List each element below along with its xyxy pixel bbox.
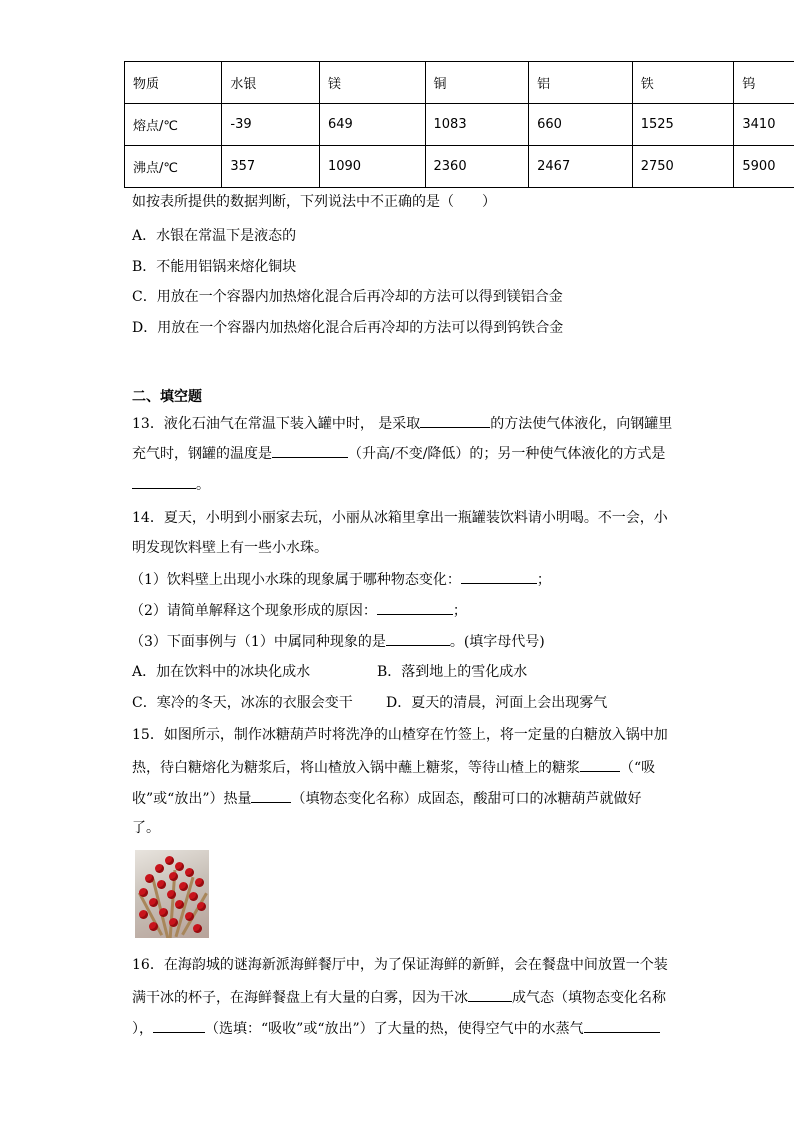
q14-option-c: C．寒冷的冬天，冰冻的衣服会变干 [132, 695, 353, 711]
q13-text: 充气时，钢罐的温度是 [132, 446, 272, 462]
q15-text: （填物态变化名称）成固态，酸甜可口的冰糖葫芦就做好 [291, 791, 642, 807]
q14-text: （3）下面事例与（1）中属同种现象的是 [130, 634, 386, 650]
answer-blank[interactable] [461, 569, 537, 584]
table-cell: 铜 [425, 62, 529, 104]
q15-line-1: 15．如图所示，制作冰糖葫芦时将洗净的山楂穿在竹签上，将一定量的白糖放入锅中加 [132, 727, 668, 743]
table-cell: -39 [222, 104, 320, 146]
q16-text: 成气态（填物态变化名称 [512, 990, 666, 1006]
q14-option-a: A．加在饮料中的冰块化成水 [132, 664, 311, 680]
table-cell: 5900 [734, 146, 794, 188]
answer-blank[interactable] [386, 631, 450, 646]
q12-stem: 如按表所提供的数据判断，下列说法中不正确的是（ ） [132, 194, 496, 210]
q13-line-1 [132, 413, 672, 434]
table-cell: 2467 [529, 146, 633, 188]
q14-option-d: D．夏天的清晨，河面上会出现雾气 [386, 695, 608, 711]
q14-text: （1）饮料壁上出现小水珠的现象属于哪种物态变化： [130, 572, 461, 588]
q12-option-a: A．水银在常温下是液态的 [132, 228, 297, 244]
table-cell: 1525 [632, 104, 734, 146]
q14-line-1: 14．夏天，小明到小丽家去玩，小丽从冰箱里拿出一瓶罐装饮料请小明喝。不一会，小 [132, 510, 668, 526]
answer-blank[interactable] [580, 757, 620, 772]
table-cell: 水银 [222, 62, 320, 104]
table-row [125, 62, 794, 104]
q14-option-b: B．落到地上的雪化成水 [377, 664, 528, 680]
q16-text: （选填：“吸收”或“放出”）了大量的热，使得空气中的水蒸气 [205, 1021, 584, 1037]
q15-line-2 [132, 757, 655, 778]
q13-text: 的方法使气体液化，向钢罐里 [490, 416, 673, 432]
q14-text: 。(填字母代号) [449, 634, 545, 650]
q15-line-3 [132, 788, 641, 809]
q14-text: ； [536, 572, 551, 588]
table-cell: 沸点/℃ [125, 146, 222, 188]
table-cell: 钨 [734, 62, 794, 104]
q14-sub-2 [130, 600, 467, 621]
table-cell: 物质 [125, 62, 222, 104]
answer-blank[interactable] [420, 413, 490, 428]
q15-line-4: 了。 [132, 820, 160, 836]
q14-line-2: 明发现饮料壁上有一些小水珠。 [132, 540, 328, 556]
q15-text: （“吸 [620, 760, 656, 776]
table-cell: 1083 [425, 104, 529, 146]
q13-text: 。 [196, 477, 210, 493]
table-cell: 649 [319, 104, 425, 146]
candied-haws-photo [135, 850, 209, 938]
answer-blank[interactable] [251, 788, 291, 803]
answer-blank[interactable] [584, 1018, 660, 1033]
table-cell: 镁 [319, 62, 425, 104]
q14-text: ； [452, 603, 467, 619]
q16-line-1: 16．在海韵城的谜海新派海鲜餐厅中，为了保证海鲜的新鲜，会在餐盘中间放置一个装 [132, 957, 668, 973]
q14-sub-3 [130, 631, 545, 652]
q13-line-3 [132, 474, 210, 495]
table-cell: 2750 [632, 146, 734, 188]
melting-boiling-table [124, 61, 794, 188]
table-cell: 3410 [734, 104, 794, 146]
table-cell: 铝 [529, 62, 633, 104]
q12-option-c: C．用放在一个容器内加热熔化混合后再冷却的方法可以得到镁铝合金 [132, 289, 563, 305]
answer-blank[interactable] [272, 443, 348, 458]
table-cell: 660 [529, 104, 633, 146]
answer-blank[interactable] [377, 600, 453, 615]
q15-text: 收”或“放出”）热量 [132, 791, 252, 807]
q16-text: ）， [132, 1021, 153, 1037]
q16-text: 满干冰的杯子，在海鲜餐盘上有大量的白雾，因为干冰 [132, 990, 468, 1006]
q16-line-2 [132, 987, 666, 1008]
table-cell: 357 [222, 146, 320, 188]
table-row [125, 104, 794, 146]
q13-line-2 [132, 443, 665, 464]
q14-sub-1 [130, 569, 551, 590]
q13-text: 13．液化石油气在常温下装入罐中时， 是采取 [132, 416, 421, 432]
table-cell: 熔点/℃ [125, 104, 222, 146]
table-cell: 2360 [425, 146, 529, 188]
q16-line-3 [132, 1018, 660, 1039]
q12-option-d: D．用放在一个容器内加热熔化混合后再冷却的方法可以得到钨铁合金 [132, 320, 564, 336]
q12-option-b: B．不能用铝锅来熔化铜块 [132, 259, 297, 275]
section-title: 二、填空题 [132, 389, 202, 405]
table-cell: 1090 [319, 146, 425, 188]
answer-blank[interactable] [132, 474, 196, 489]
q13-text: （升高/不变/降低）的；另一种使气体液化的方式是 [348, 446, 666, 462]
answer-blank[interactable] [153, 1018, 205, 1033]
table-row [125, 146, 794, 188]
q15-text: 热，待白糖熔化为糖浆后，将山楂放入锅中蘸上糖浆，等待山楂上的糖浆 [132, 760, 580, 776]
table-cell: 铁 [632, 62, 734, 104]
answer-blank[interactable] [468, 987, 512, 1002]
q14-text: （2）请简单解释这个现象形成的原因： [130, 603, 377, 619]
